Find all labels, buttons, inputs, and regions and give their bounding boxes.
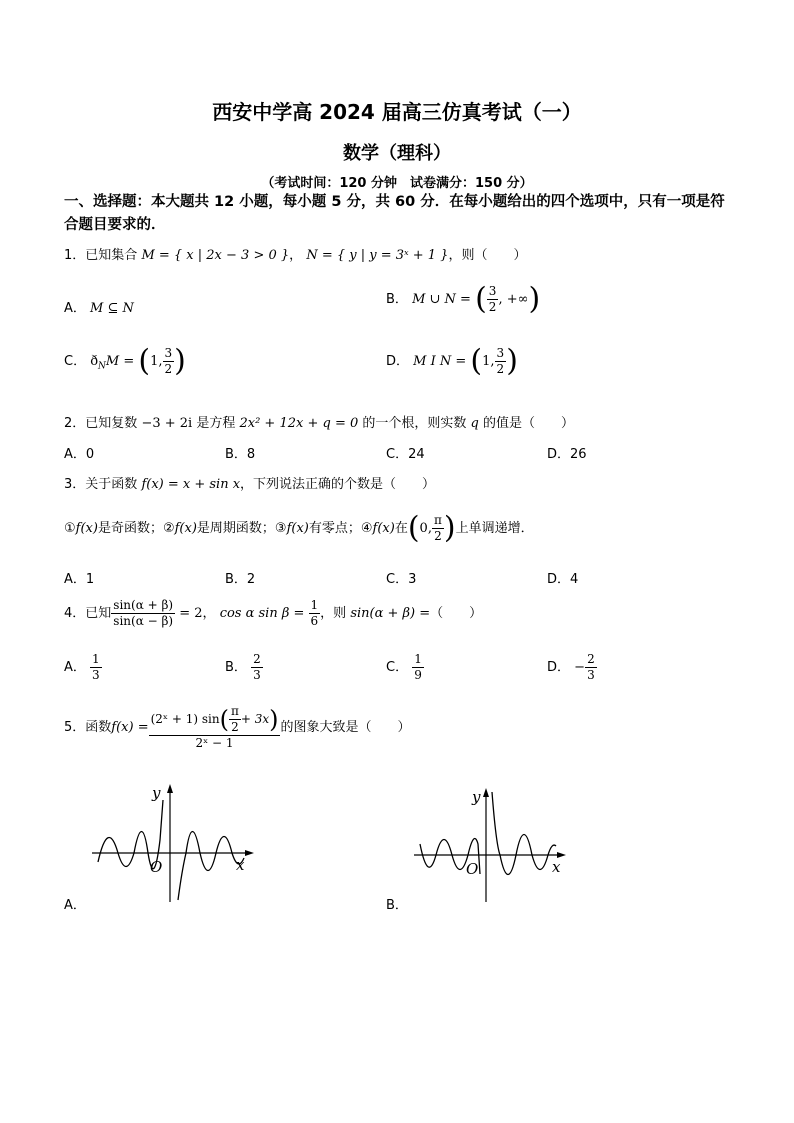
q4-b-frac: $\frac{2}{3}$ xyxy=(253,652,261,682)
graph-a-x-label: x xyxy=(236,856,245,874)
q4-option-c[interactable] xyxy=(386,652,424,683)
q1-set-n: N = { y | y = 3ˣ + 1 } xyxy=(306,248,449,263)
q3-option-b[interactable]: B．2 xyxy=(225,572,256,587)
graph-b-curve-right xyxy=(492,792,556,875)
graph-a-y-label: y xyxy=(152,784,161,802)
q3-f4: f(x) xyxy=(372,521,395,536)
q4-d-label: D． xyxy=(547,660,571,675)
q3-int-frac: $\frac{\pi}{2}$ xyxy=(433,513,442,543)
q4-eq2: = 2， xyxy=(179,606,216,621)
graph-a-origin-label: O xyxy=(150,858,163,876)
q3-f3: f(x) xyxy=(286,521,309,536)
q1-d-frac: $\frac{3}{2}$ xyxy=(496,346,505,376)
q5-option-b[interactable]: B． xyxy=(386,898,408,913)
q3-number: 3． xyxy=(64,477,86,492)
q4-c-frac: $\frac{1}{9}$ xyxy=(414,652,422,682)
q5-text2: 的图象大致是（ ） xyxy=(280,720,411,735)
q4-expr3: sin(α + β) = xyxy=(350,606,431,621)
q4-a-frac: $\frac{1}{3}$ xyxy=(92,652,100,682)
q4-b-label: B． xyxy=(225,660,247,675)
q1-d-one: 1, xyxy=(482,354,495,369)
graph-b-origin-label: O xyxy=(466,860,479,878)
q1-b-post: , +∞ xyxy=(498,292,529,307)
graph-a-x-arrow xyxy=(245,850,254,856)
q4-text3: （ ） xyxy=(430,606,483,621)
q2-var: q xyxy=(470,416,479,431)
q1-option-b[interactable]: B． M ∪ N = ( $\frac{3}{2}$ , +∞) xyxy=(386,281,541,317)
q1-number: 1． xyxy=(64,248,86,263)
q1-c-pre: ð xyxy=(90,354,99,369)
q2-option-a[interactable]: A．0 xyxy=(64,447,95,462)
question-2 xyxy=(64,412,574,431)
q2-option-c[interactable]: C．24 xyxy=(386,447,425,462)
q4-c-label: C． xyxy=(386,660,409,675)
q2-option-d[interactable]: D．26 xyxy=(547,447,587,462)
q3-text1: 关于函数 xyxy=(85,477,138,492)
question-5 xyxy=(64,704,411,751)
section-heading: 一、选择题：本大题共 12 小题，每小题 5 分，共 60 分．在每小题给出的四个选项中，只有一项是符合题目要求的． xyxy=(64,194,725,233)
q4-expr2: cos α sin β = xyxy=(219,606,305,621)
q3-f1: f(x) xyxy=(75,521,98,536)
q1-suffix: ，则（ ） xyxy=(448,248,527,263)
q2-number: 2． xyxy=(64,416,86,431)
exam-info: （考试时间：120 分钟 试卷满分：150 分） xyxy=(261,176,533,191)
q5-option-a[interactable]: A． xyxy=(64,898,86,913)
q3-s4t: 在 xyxy=(394,521,408,536)
question-4 xyxy=(64,598,482,629)
q3-s2t: 是周期函数；③ xyxy=(196,521,287,536)
q1-c-label: C． xyxy=(64,354,87,369)
q4-option-a[interactable] xyxy=(64,652,102,683)
q4-ratio: $\frac{\sin(\alpha + \beta)}{\sin(\alpha - \beta)}$ xyxy=(113,598,174,628)
q5-text1: 函数 xyxy=(85,720,112,735)
q1-c-sub: N xyxy=(98,361,106,372)
graph-a-curve-right xyxy=(178,832,244,901)
q1-option-d[interactable]: D． M I N = (1, $\frac{3}{2}$ ) xyxy=(386,343,518,379)
q1-d-pre: M I N = xyxy=(413,354,467,369)
q3-option-a[interactable]: A．1 xyxy=(64,572,95,587)
q1-d-label: D． xyxy=(386,354,410,369)
q5-graph-b xyxy=(410,784,570,906)
q1-prefix: 已知集合 xyxy=(85,248,138,263)
q2-text2: 是方程 xyxy=(196,416,236,431)
q2-text1: 已知复数 xyxy=(85,416,138,431)
graph-a-y-arrow xyxy=(167,784,173,793)
q3-s3t: 有零点；④ xyxy=(308,521,373,536)
graph-b-y-arrow xyxy=(483,788,489,797)
q5-function-frac: (2ˣ + 1) sin( $\frac{\pi}{2}$ + 3x) 2ˣ − 1 xyxy=(150,704,279,750)
q2-text4: 的值是（ ） xyxy=(483,416,575,431)
q1-b-frac: $\frac{3}{2}$ xyxy=(488,284,497,314)
q1-c-one: 1, xyxy=(150,354,163,369)
q3-f2: f(x) xyxy=(174,521,197,536)
q1-option-a[interactable] xyxy=(64,297,134,316)
q3-s4end: 上单调递增． xyxy=(455,521,534,536)
q1-c-frac: $\frac{3}{2}$ xyxy=(164,346,173,376)
graph-b-x-label: x xyxy=(552,858,561,876)
q1-c-mid: M = xyxy=(105,354,135,369)
q4-number: 4． xyxy=(64,606,86,621)
q4-value: $\frac{1}{6}$ xyxy=(310,598,319,628)
q4-d-sign: − xyxy=(574,660,586,675)
q4-d-frac: $\frac{2}{3}$ xyxy=(587,652,595,682)
q1-comma: ， xyxy=(289,248,303,263)
q1-a-label: A． xyxy=(64,301,86,316)
q1-option-c[interactable]: C． $ð_NM = (1$, $\frac{3}{2}$ ) xyxy=(64,343,186,379)
q5-graph-a xyxy=(88,780,260,906)
graph-b-y-label: y xyxy=(472,788,481,806)
q3-text2: ，下列说法正确的个数是（ ） xyxy=(240,477,436,492)
q2-expr1: −3 + 2i xyxy=(141,416,193,431)
q3-s1t: 是奇函数；② xyxy=(97,521,175,536)
q1-b-pre: M ∪ N = xyxy=(412,292,471,307)
q3-int-zero: 0, xyxy=(419,521,432,536)
q2-text3: 的一个根，则实数 xyxy=(362,416,467,431)
q4-option-d[interactable] xyxy=(547,652,597,683)
q3-expr: f(x) = x + sin x xyxy=(141,477,241,492)
q2-option-b[interactable]: B．8 xyxy=(225,447,256,462)
q4-text1: 已知 xyxy=(85,606,112,621)
q2-expr2: 2x² + 12x + q = 0 xyxy=(239,416,359,431)
q1-b-label: B． xyxy=(386,292,408,307)
question-1 xyxy=(64,244,526,263)
q5-fx: f(x) = xyxy=(111,720,149,735)
q5-number: 5． xyxy=(64,720,86,735)
q4-text2: ，则 xyxy=(320,606,347,621)
q3-option-c[interactable]: C．3 xyxy=(386,572,417,587)
question-3 xyxy=(64,473,435,492)
q1-set-m: M = { x | 2x − 3 > 0 } xyxy=(141,248,290,263)
q4-option-b[interactable] xyxy=(225,652,263,683)
exam-subject: 数学（理科） xyxy=(343,143,451,164)
q3-s1: ① xyxy=(64,521,76,536)
q1-a-text: M ⊆ N xyxy=(90,301,134,316)
q3-statements: ①f(x)是奇函数；②f(x)是周期函数；③f(x)有零点；④f(x)在(0, $\frac{\pi}{2}$ )上单调递增． xyxy=(64,510,534,546)
q3-option-d[interactable]: D．4 xyxy=(547,572,579,587)
q4-a-label: A． xyxy=(64,660,86,675)
exam-title: 西安中学高 2024 届高三仿真考试（一） xyxy=(212,100,582,124)
